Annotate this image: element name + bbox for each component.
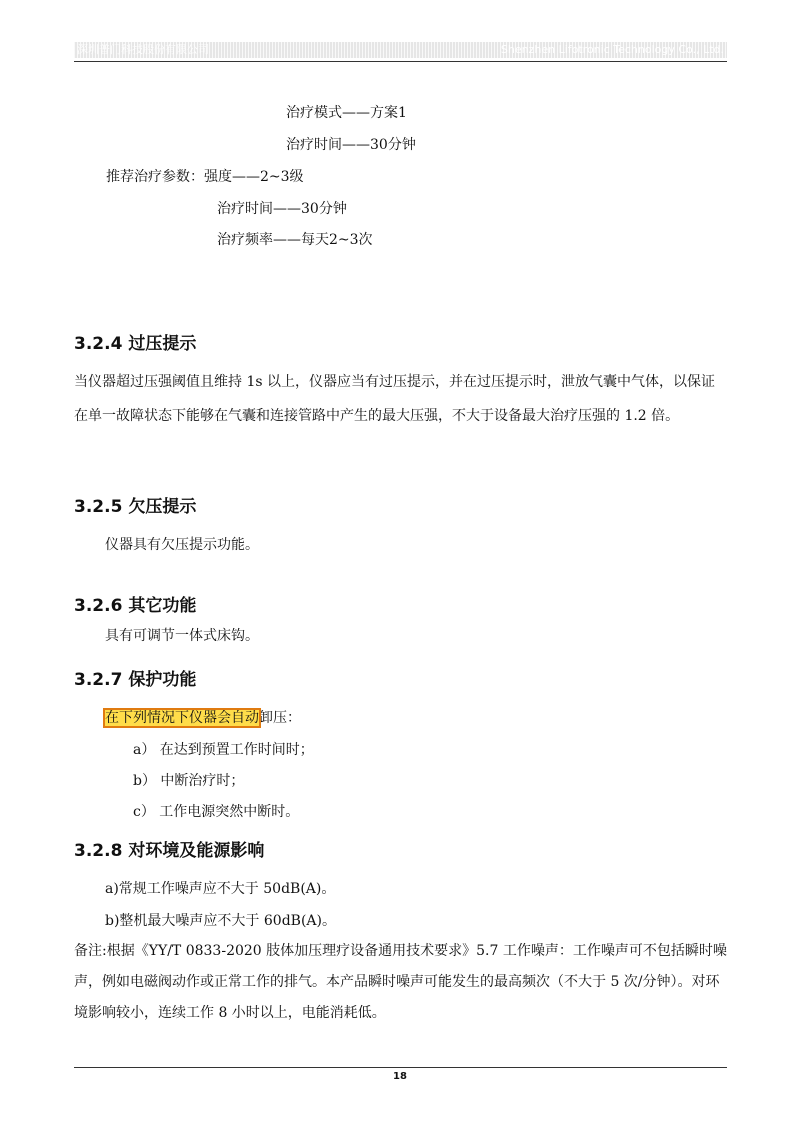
- section-heading-overpressure: 3.2.4 过压提示: [74, 334, 197, 354]
- list-item: c） 工作电源突然中断时。: [133, 804, 300, 820]
- recommended-params-line: 推荐治疗参数：强度——2~3级: [106, 169, 304, 185]
- section-heading-underpressure: 3.2.5 欠压提示: [74, 497, 197, 517]
- highlighted-text: 在下列情况下仪器会自动: [105, 710, 259, 726]
- footer-divider: [74, 1067, 727, 1068]
- protection-intro: [105, 708, 301, 728]
- header-company-en: Shenzhen Lifotronic Technology Co., Ltd.: [500, 43, 724, 56]
- header-company-cn: 深圳普门科技股份有限公司: [77, 43, 209, 56]
- treatment-mode-line: 治疗模式——方案1: [286, 105, 407, 121]
- page-number: 18: [393, 1071, 407, 1082]
- header-divider: [74, 61, 727, 62]
- section-heading-protection: 3.2.7 保护功能: [74, 670, 197, 690]
- noise-item-a: a)常规工作噪声应不大于 50dB(A)。: [105, 881, 336, 897]
- recommended-time-line: 治疗时间——30分钟: [217, 201, 347, 217]
- recommended-frequency-line: 治疗频率——每天2~3次: [217, 232, 373, 248]
- protection-intro-rest: 卸压：: [259, 710, 301, 726]
- list-item: b） 中断治疗时；: [133, 773, 245, 789]
- noise-note-paragraph: 备注:根据《YY/T 0833-2020 肢体加压理疗设备通用技术要求》5.7 工作噪声：工作噪声可不包括瞬时噪声，例如电磁阀动作或正常工作的排气。本产品瞬时噪声可能发生的最高频次（不大于 5 次/分钟）。对环境影响较小，连续工作 8 小时以上，电能消耗低。: [74, 943, 727, 1021]
- treatment-time-line: 治疗时间——30分钟: [286, 137, 416, 153]
- other-paragraph: 具有可调节一体式床钩。: [105, 628, 259, 644]
- underpressure-paragraph: 仪器具有欠压提示功能。: [105, 537, 259, 553]
- section-heading-other: 3.2.6 其它功能: [74, 596, 197, 616]
- section-heading-environment: 3.2.8 对环境及能源影响: [74, 841, 265, 861]
- page-header: [74, 42, 727, 58]
- noise-item-b: b)整机最大噪声应不大于 60dB(A)。: [105, 913, 336, 929]
- list-item: a） 在达到预置工作时间时；: [133, 742, 314, 758]
- overpressure-paragraph: 当仪器超过压强阈值且维持 1s 以上，仪器应当有过压提示，并在过压提示时，泄放气囊中气体，以保证在单一故障状态下能够在气囊和连接管路中产生的最大压强，不大于设备最大治疗压强的 1.2 倍。: [74, 374, 715, 424]
